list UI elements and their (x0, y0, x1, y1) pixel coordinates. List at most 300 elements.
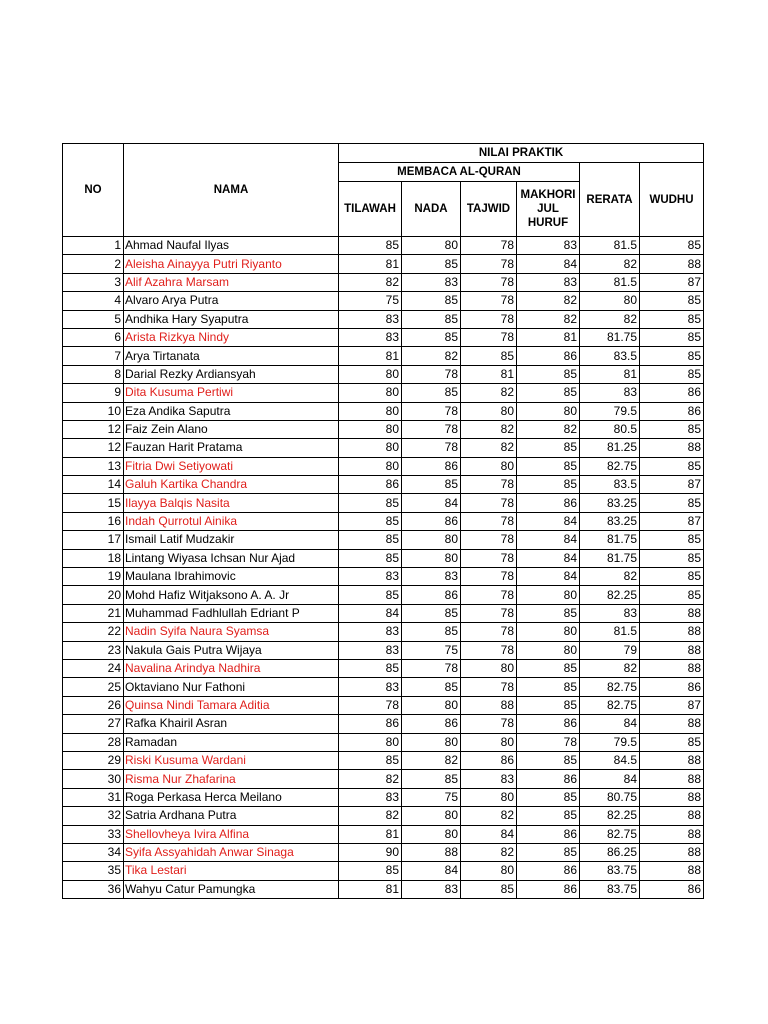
cell-makhori: 78 (517, 733, 580, 751)
cell-tajwid: 80 (461, 457, 517, 475)
cell-tajwid: 83 (461, 770, 517, 788)
table-row (63, 825, 704, 843)
cell-makhori: 85 (517, 365, 580, 383)
cell-tilawah: 83 (339, 788, 402, 806)
cell-nama: Fitria Dwi Setiyowati (124, 457, 339, 475)
cell-tajwid: 80 (461, 788, 517, 806)
cell-wudhu: 88 (640, 788, 704, 806)
cell-nada: 80 (402, 825, 461, 843)
cell-makhori: 84 (517, 531, 580, 549)
cell-tajwid: 78 (461, 273, 517, 291)
cell-nama: Ilayya Balqis Nasita (124, 494, 339, 512)
cell-nada: 78 (402, 365, 461, 383)
cell-wudhu: 85 (640, 549, 704, 567)
header-makhori-jul-huruf: MAKHORI JUL HURUF (517, 182, 580, 237)
cell-nada: 78 (402, 439, 461, 457)
cell-tilawah: 82 (339, 273, 402, 291)
cell-makhori: 86 (517, 770, 580, 788)
cell-no: 9 (63, 384, 124, 402)
table-row (63, 641, 704, 659)
cell-nada: 85 (402, 328, 461, 346)
table-row (63, 733, 704, 751)
header-wudhu: WUDHU (640, 163, 704, 237)
table-row (63, 880, 704, 898)
cell-tilawah: 86 (339, 476, 402, 494)
cell-tilawah: 85 (339, 586, 402, 604)
cell-rerata: 81.75 (580, 549, 640, 567)
cell-no: 19 (63, 568, 124, 586)
cell-wudhu: 88 (640, 604, 704, 622)
cell-makhori: 80 (517, 402, 580, 420)
table-body (63, 237, 704, 899)
cell-tilawah: 83 (339, 328, 402, 346)
cell-tajwid: 80 (461, 402, 517, 420)
cell-wudhu: 85 (640, 237, 704, 255)
cell-wudhu: 87 (640, 512, 704, 530)
cell-nama: Syifa Assyahidah Anwar Sinaga (124, 843, 339, 861)
cell-no: 10 (63, 402, 124, 420)
cell-tilawah: 83 (339, 678, 402, 696)
header-rerata: RERATA (580, 163, 640, 237)
cell-wudhu: 85 (640, 292, 704, 310)
cell-nada: 85 (402, 770, 461, 788)
cell-tajwid: 80 (461, 862, 517, 880)
cell-nada: 85 (402, 623, 461, 641)
header-tajwid: TAJWID (461, 182, 517, 237)
cell-tajwid: 82 (461, 420, 517, 438)
cell-tilawah: 85 (339, 531, 402, 549)
cell-wudhu: 88 (640, 623, 704, 641)
cell-no: 16 (63, 512, 124, 530)
cell-nada: 82 (402, 347, 461, 365)
cell-wudhu: 85 (640, 310, 704, 328)
cell-wudhu: 88 (640, 843, 704, 861)
cell-tilawah: 80 (339, 384, 402, 402)
cell-rerata: 84.5 (580, 751, 640, 769)
cell-nada: 86 (402, 586, 461, 604)
cell-tajwid: 80 (461, 659, 517, 677)
cell-wudhu: 88 (640, 807, 704, 825)
cell-nada: 88 (402, 843, 461, 861)
cell-tajwid: 82 (461, 439, 517, 457)
cell-rerata: 81.5 (580, 623, 640, 641)
cell-nada: 84 (402, 494, 461, 512)
cell-makhori: 83 (517, 237, 580, 255)
cell-nada: 83 (402, 568, 461, 586)
table-row (63, 751, 704, 769)
cell-rerata: 82.75 (580, 457, 640, 475)
cell-rerata: 81 (580, 365, 640, 383)
cell-no: 14 (63, 476, 124, 494)
cell-nama: Nadin Syifa Naura Syamsa (124, 623, 339, 641)
cell-tajwid: 81 (461, 365, 517, 383)
table-row (63, 476, 704, 494)
cell-makhori: 83 (517, 273, 580, 291)
cell-nada: 86 (402, 512, 461, 530)
cell-makhori: 80 (517, 586, 580, 604)
cell-nada: 82 (402, 751, 461, 769)
header-nama: NAMA (124, 144, 339, 237)
grades-table (62, 143, 704, 899)
cell-tajwid: 78 (461, 623, 517, 641)
cell-nada: 80 (402, 531, 461, 549)
table-row (63, 439, 704, 457)
cell-wudhu: 85 (640, 365, 704, 383)
cell-tilawah: 80 (339, 420, 402, 438)
cell-no: 34 (63, 843, 124, 861)
cell-no: 29 (63, 751, 124, 769)
cell-rerata: 83.5 (580, 347, 640, 365)
cell-wudhu: 87 (640, 273, 704, 291)
cell-no: 2 (63, 255, 124, 273)
cell-no: 17 (63, 531, 124, 549)
cell-nama: Alif Azahra Marsam (124, 273, 339, 291)
cell-rerata: 83.25 (580, 512, 640, 530)
cell-rerata: 80.5 (580, 420, 640, 438)
cell-nama: Aleisha Ainayya Putri Riyanto (124, 255, 339, 273)
cell-makhori: 86 (517, 494, 580, 512)
cell-tilawah: 85 (339, 549, 402, 567)
cell-rerata: 83 (580, 384, 640, 402)
cell-tilawah: 80 (339, 402, 402, 420)
cell-nada: 80 (402, 733, 461, 751)
cell-wudhu: 85 (640, 733, 704, 751)
cell-no: 21 (63, 604, 124, 622)
cell-wudhu: 88 (640, 770, 704, 788)
cell-tilawah: 90 (339, 843, 402, 861)
cell-makhori: 85 (517, 807, 580, 825)
cell-tilawah: 85 (339, 659, 402, 677)
cell-no: 3 (63, 273, 124, 291)
table-row (63, 512, 704, 530)
cell-no: 28 (63, 733, 124, 751)
table-row (63, 568, 704, 586)
cell-makhori: 86 (517, 347, 580, 365)
cell-no: 30 (63, 770, 124, 788)
cell-tilawah: 78 (339, 696, 402, 714)
table-row (63, 237, 704, 255)
cell-no: 15 (63, 494, 124, 512)
cell-nada: 85 (402, 678, 461, 696)
cell-makhori: 85 (517, 678, 580, 696)
cell-rerata: 81.75 (580, 531, 640, 549)
cell-wudhu: 85 (640, 457, 704, 475)
cell-nada: 78 (402, 659, 461, 677)
cell-wudhu: 86 (640, 880, 704, 898)
cell-nada: 85 (402, 255, 461, 273)
cell-nama: Muhammad Fadhlullah Edriant P (124, 604, 339, 622)
cell-wudhu: 87 (640, 476, 704, 494)
cell-wudhu: 85 (640, 568, 704, 586)
cell-tilawah: 81 (339, 347, 402, 365)
table-row (63, 696, 704, 714)
table-row (63, 586, 704, 604)
table-row (63, 420, 704, 438)
cell-nama: Indah Qurrotul Ainika (124, 512, 339, 530)
cell-nama: Shellovheya Ivira Alfina (124, 825, 339, 843)
cell-tajwid: 84 (461, 825, 517, 843)
cell-wudhu: 86 (640, 384, 704, 402)
cell-tajwid: 78 (461, 586, 517, 604)
cell-rerata: 82.75 (580, 825, 640, 843)
cell-wudhu: 88 (640, 715, 704, 733)
cell-tilawah: 82 (339, 807, 402, 825)
cell-makhori: 86 (517, 862, 580, 880)
table-row (63, 457, 704, 475)
cell-tajwid: 78 (461, 604, 517, 622)
cell-rerata: 82.75 (580, 678, 640, 696)
cell-tajwid: 78 (461, 549, 517, 567)
cell-rerata: 84 (580, 715, 640, 733)
cell-no: 18 (63, 549, 124, 567)
cell-tilawah: 85 (339, 237, 402, 255)
table-row (63, 623, 704, 641)
cell-rerata: 80.75 (580, 788, 640, 806)
cell-rerata: 82 (580, 568, 640, 586)
cell-makhori: 85 (517, 843, 580, 861)
cell-nama: Andhika Hary Syaputra (124, 310, 339, 328)
cell-no: 6 (63, 328, 124, 346)
cell-tajwid: 85 (461, 880, 517, 898)
cell-makhori: 81 (517, 328, 580, 346)
cell-no: 12 (63, 420, 124, 438)
cell-wudhu: 88 (640, 825, 704, 843)
cell-tilawah: 84 (339, 604, 402, 622)
cell-no: 27 (63, 715, 124, 733)
cell-tilawah: 80 (339, 439, 402, 457)
cell-nama: Tika Lestari (124, 862, 339, 880)
cell-no: 7 (63, 347, 124, 365)
cell-makhori: 85 (517, 788, 580, 806)
table-row (63, 402, 704, 420)
cell-wudhu: 88 (640, 659, 704, 677)
cell-nama: Maulana Ibrahimovic (124, 568, 339, 586)
table-row (63, 807, 704, 825)
cell-tajwid: 82 (461, 843, 517, 861)
cell-no: 24 (63, 659, 124, 677)
table-row (63, 384, 704, 402)
cell-tajwid: 88 (461, 696, 517, 714)
cell-nama: Alvaro Arya Putra (124, 292, 339, 310)
cell-rerata: 86.25 (580, 843, 640, 861)
cell-rerata: 80 (580, 292, 640, 310)
cell-makhori: 85 (517, 476, 580, 494)
cell-nada: 85 (402, 292, 461, 310)
cell-nada: 86 (402, 715, 461, 733)
cell-nada: 78 (402, 420, 461, 438)
cell-tajwid: 78 (461, 512, 517, 530)
table-row (63, 788, 704, 806)
cell-tilawah: 85 (339, 512, 402, 530)
header-no: NO (63, 144, 124, 237)
cell-rerata: 82 (580, 659, 640, 677)
cell-rerata: 83.5 (580, 476, 640, 494)
cell-rerata: 84 (580, 770, 640, 788)
cell-makhori: 85 (517, 696, 580, 714)
cell-no: 26 (63, 696, 124, 714)
header-nada: NADA (402, 182, 461, 237)
cell-tilawah: 83 (339, 641, 402, 659)
cell-tilawah: 80 (339, 365, 402, 383)
cell-wudhu: 88 (640, 862, 704, 880)
header-membaca-al-quran: MEMBACA AL-QURAN (339, 163, 580, 182)
cell-nada: 85 (402, 604, 461, 622)
table-row (63, 273, 704, 291)
cell-makhori: 85 (517, 439, 580, 457)
cell-tajwid: 78 (461, 531, 517, 549)
cell-makhori: 84 (517, 549, 580, 567)
cell-wudhu: 85 (640, 420, 704, 438)
cell-nama: Satria Ardhana Putra (124, 807, 339, 825)
cell-wudhu: 85 (640, 494, 704, 512)
cell-rerata: 83 (580, 604, 640, 622)
cell-nama: Lintang Wiyasa Ichsan Nur Ajad (124, 549, 339, 567)
cell-nama: Eza Andika Saputra (124, 402, 339, 420)
cell-nama: Roga Perkasa Herca Meilano (124, 788, 339, 806)
cell-tajwid: 85 (461, 347, 517, 365)
cell-nada: 78 (402, 402, 461, 420)
cell-nama: Dita Kusuma Pertiwi (124, 384, 339, 402)
cell-rerata: 79.5 (580, 402, 640, 420)
cell-nada: 75 (402, 641, 461, 659)
cell-wudhu: 86 (640, 678, 704, 696)
cell-makhori: 85 (517, 751, 580, 769)
cell-nada: 83 (402, 880, 461, 898)
cell-rerata: 83.75 (580, 880, 640, 898)
cell-nama: Arista Rizkya Nindy (124, 328, 339, 346)
cell-nada: 80 (402, 549, 461, 567)
cell-makhori: 85 (517, 457, 580, 475)
cell-tilawah: 83 (339, 568, 402, 586)
cell-rerata: 81.5 (580, 273, 640, 291)
cell-no: 1 (63, 237, 124, 255)
cell-tajwid: 78 (461, 568, 517, 586)
table-row (63, 862, 704, 880)
table-row (63, 604, 704, 622)
cell-wudhu: 87 (640, 696, 704, 714)
cell-makhori: 86 (517, 880, 580, 898)
table-row (63, 678, 704, 696)
cell-rerata: 83.75 (580, 862, 640, 880)
cell-tajwid: 78 (461, 255, 517, 273)
cell-tajwid: 78 (461, 494, 517, 512)
cell-nama: Galuh Kartika Chandra (124, 476, 339, 494)
cell-tilawah: 81 (339, 255, 402, 273)
cell-makhori: 82 (517, 310, 580, 328)
cell-tilawah: 86 (339, 715, 402, 733)
cell-wudhu: 85 (640, 531, 704, 549)
cell-rerata: 82.25 (580, 807, 640, 825)
table-row (63, 310, 704, 328)
cell-nama: Faiz Zein Alano (124, 420, 339, 438)
cell-nama: Rafka Khairil Asran (124, 715, 339, 733)
cell-nada: 80 (402, 807, 461, 825)
table-row (63, 347, 704, 365)
cell-nada: 85 (402, 310, 461, 328)
cell-nada: 75 (402, 788, 461, 806)
cell-no: 33 (63, 825, 124, 843)
cell-rerata: 79.5 (580, 733, 640, 751)
cell-nama: Risma Nur Zhafarina (124, 770, 339, 788)
cell-makhori: 86 (517, 825, 580, 843)
cell-wudhu: 88 (640, 641, 704, 659)
cell-rerata: 83.25 (580, 494, 640, 512)
cell-nada: 80 (402, 237, 461, 255)
header-nilai-praktik: NILAI PRAKTIK (339, 144, 704, 163)
cell-tajwid: 78 (461, 328, 517, 346)
cell-nama: Oktaviano Nur Fathoni (124, 678, 339, 696)
cell-tajwid: 82 (461, 384, 517, 402)
cell-makhori: 82 (517, 420, 580, 438)
cell-no: 13 (63, 457, 124, 475)
cell-nama: Ahmad Naufal Ilyas (124, 237, 339, 255)
cell-nama: Quinsa Nindi Tamara Aditia (124, 696, 339, 714)
cell-nama: Ramadan (124, 733, 339, 751)
table-row (63, 328, 704, 346)
cell-makhori: 85 (517, 604, 580, 622)
cell-nama: Darial Rezky Ardiansyah (124, 365, 339, 383)
table-row (63, 770, 704, 788)
cell-tilawah: 85 (339, 751, 402, 769)
cell-tilawah: 82 (339, 770, 402, 788)
cell-tilawah: 80 (339, 457, 402, 475)
cell-wudhu: 85 (640, 586, 704, 604)
cell-no: 12 (63, 439, 124, 457)
cell-no: 36 (63, 880, 124, 898)
cell-rerata: 82.75 (580, 696, 640, 714)
table-row (63, 659, 704, 677)
cell-no: 22 (63, 623, 124, 641)
table-row (63, 292, 704, 310)
cell-nada: 85 (402, 384, 461, 402)
cell-tajwid: 78 (461, 641, 517, 659)
cell-wudhu: 85 (640, 328, 704, 346)
cell-makhori: 85 (517, 659, 580, 677)
cell-nama: Arya Tirtanata (124, 347, 339, 365)
cell-tajwid: 78 (461, 678, 517, 696)
cell-wudhu: 85 (640, 347, 704, 365)
cell-tajwid: 78 (461, 476, 517, 494)
table-row (63, 494, 704, 512)
cell-wudhu: 88 (640, 751, 704, 769)
table-row (63, 531, 704, 549)
cell-tilawah: 85 (339, 862, 402, 880)
cell-rerata: 81.75 (580, 328, 640, 346)
cell-nada: 86 (402, 457, 461, 475)
header-tilawah: TILAWAH (339, 182, 402, 237)
cell-tilawah: 81 (339, 880, 402, 898)
cell-wudhu: 88 (640, 255, 704, 273)
cell-no: 4 (63, 292, 124, 310)
cell-tajwid: 78 (461, 715, 517, 733)
cell-tajwid: 78 (461, 292, 517, 310)
cell-tilawah: 83 (339, 310, 402, 328)
cell-tajwid: 82 (461, 807, 517, 825)
cell-no: 35 (63, 862, 124, 880)
cell-nama: Nakula Gais Putra Wijaya (124, 641, 339, 659)
cell-no: 8 (63, 365, 124, 383)
cell-nama: Ismail Latif Mudzakir (124, 531, 339, 549)
cell-nada: 80 (402, 696, 461, 714)
cell-tilawah: 85 (339, 494, 402, 512)
cell-makhori: 82 (517, 292, 580, 310)
cell-makhori: 86 (517, 715, 580, 733)
cell-nada: 85 (402, 476, 461, 494)
cell-makhori: 84 (517, 512, 580, 530)
cell-no: 20 (63, 586, 124, 604)
cell-rerata: 82.25 (580, 586, 640, 604)
cell-makhori: 84 (517, 255, 580, 273)
